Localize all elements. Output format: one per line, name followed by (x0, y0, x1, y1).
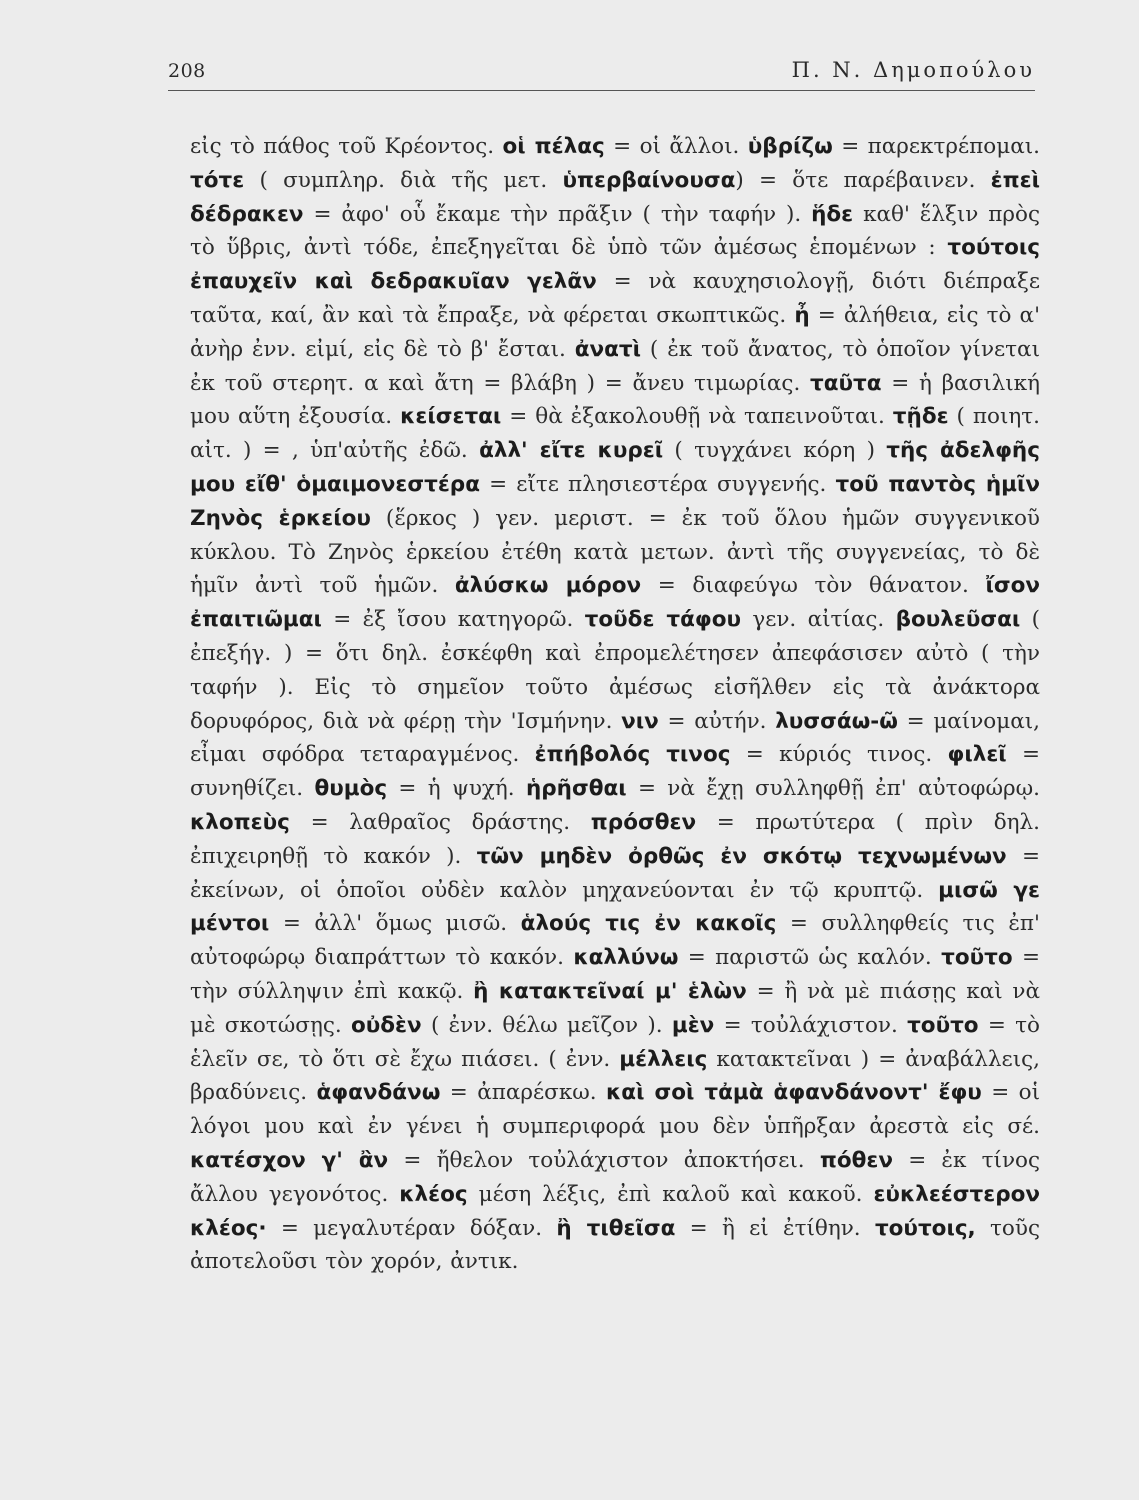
gloss-text: = αὐτήν. (658, 708, 776, 734)
gloss-text: = ἢ νὰ μὲ πιάσῃς καὶ νὰ μὲ σκοτώσῃς. (190, 978, 1041, 1038)
headword: τοῦτο (907, 1012, 979, 1038)
gloss-text: = ἀπαρέσκω. (440, 1080, 607, 1106)
headword: τούτοις ἐπαυχεῖν καὶ δεδρακυῖαν γελᾶν (190, 235, 1040, 295)
gloss-text: = κύριός τινος. (730, 742, 948, 768)
gloss-text: = μεγαλυτέραν δόξαν. (266, 1215, 557, 1241)
headword: νιν (621, 708, 659, 734)
headword: πρόσθεν (590, 809, 697, 835)
headword: τότε (190, 167, 245, 193)
gloss-text: = πρωτύτερα ( πρὶν δηλ. ἐπιχειρηθῇ τὸ κακόν ). (190, 809, 1040, 869)
headword: τῇδε (892, 404, 949, 430)
headword: ἀνατὶ (574, 336, 642, 362)
headword: καλλύνω (573, 945, 679, 971)
headword: ἥδε (811, 201, 854, 227)
headword: τοῦδε τάφου (584, 607, 741, 633)
gloss-text: ( συμπληρ. διὰ τῆς μετ. (244, 167, 563, 193)
gloss-text: = λαθραῖος δράστης. (289, 809, 591, 835)
gloss-text: ( τυγχάνει κόρη ) (663, 438, 887, 464)
gloss-text: = νὰ καυχησιολογῇ, διότι διέπραξε ταῦτα, καί, ἂν καὶ τὰ ἔπραξε, νὰ φέρεται σκωπτικῶς. (190, 269, 1040, 328)
headword: πόθεν (819, 1147, 893, 1173)
gloss-text: ( ἐκ τοῦ ἄνατος, τὸ ὁποῖον γίνεται ἐκ τοῦ στερητ. α καὶ ἄτη = βλάβη ) = ἄνευ τιμωρίας. (190, 336, 1040, 396)
headword: τούτοις, (874, 1215, 976, 1241)
gloss-text: γεν. αἰτίας. (741, 607, 896, 633)
gloss-text: = θὰ ἐξακολουθῇ νὰ ταπεινοῦται. (501, 404, 893, 430)
gloss-text: = τὸ ἑλεῖν σε, τὸ ὅτι σὲ ἔχω πιάσει. ( ἐνν. (190, 1012, 1040, 1072)
gloss-text: = ἢ εἰ ἐτίθην. (675, 1215, 875, 1241)
headword: ὑπερβαίνουσα (562, 167, 736, 193)
headword: μέλλεις (619, 1046, 708, 1072)
headword: κατέσχον γ' ἂν (190, 1147, 389, 1173)
headword: ταῦτα (810, 370, 882, 396)
gloss-text: μέση λέξις, ἐπὶ καλοῦ καὶ κακοῦ. (467, 1181, 874, 1207)
headword: φιλεῖ (947, 742, 1007, 768)
gloss-text: = διαφεύγω τὸν θάνατον. (641, 573, 986, 599)
headword: τοῦ παντὸς ἡμῖν Ζηνὸς ἑρκείου (190, 471, 1040, 531)
headword: ἦ (794, 302, 810, 328)
gloss-text: ( ἐπεξήγ. ) = ὅτι δηλ. ἐσκέφθη καὶ ἐπρομελέτησεν ἀπεφάσισεν αὐτὸ ( τὴν ταφήν ). Εἰς τὸ σημεῖον τοῦτο ἀμέσως εἰσῆλθεν εἰς τὰ ἀνάκτορα δορυφόρος, διὰ νὰ φέρῃ τὴν 'Ισμήνην. (190, 607, 1040, 734)
headword: μὲν (671, 1012, 715, 1038)
gloss-text: = ἐκείνων, οἱ ὁποῖοι οὐδὲν καλὸν μηχανεύονται ἐν τῷ κρυπτῷ. (190, 843, 1040, 903)
headword: ἁφανδάνω (316, 1080, 441, 1106)
headword: ἴσον ἐπαιτιῶμαι (190, 573, 1040, 633)
gloss-text: = μαίνομαι, εἶμαι σφόδρα τεταραγμένος. (190, 708, 1041, 768)
gloss-text: καθ' ἕλξιν πρὸς τὸ ὕβρις, ἀντὶ τόδε, ἐπεξηγεῖται δὲ ὑπὸ τῶν ἀμέσως ἑπομένων : (190, 201, 1040, 261)
headword: καὶ σοὶ τἀμὰ ἁφανδάνοντ' ἔφυ (606, 1080, 982, 1106)
headword: θυμὸς (314, 776, 388, 802)
gloss-text: = συνηθίζει. (190, 742, 1040, 802)
headword: βουλεῦσαι (895, 607, 1021, 633)
gloss-text: = παριστῶ ὡς καλόν. (678, 945, 942, 971)
gloss-text: τοῦς ἀποτελοῦσι τὸν χορόν, ἀντικ. (190, 1215, 1040, 1275)
commentary-text (190, 130, 1040, 1279)
gloss-text: (ἕρκος ) γεν. μεριστ. = ἐκ τοῦ ὅλου ἡμῶν συγγενικοῦ κύκλου. Τὸ Ζηνὸς ἑρκείου ἐτέθη κατὰ μετων. ἀντὶ τῆς συγγενείας, τὸ δὲ ἡμῖν ἀντὶ τοῦ ἡμῶν. (190, 505, 1041, 599)
running-title: Π. Ν. Δημοπούλου (791, 58, 1035, 82)
headword: ἀλλ' εἴτε κυρεῖ (479, 438, 664, 464)
headword: τῆς ἀδελφῆς μου εἴθ' ὁμαιμονεστέρα (190, 438, 1040, 497)
gloss-text: κατακτεῖναι ) = ἀναβάλλεις, βραδύνεις. (190, 1046, 1040, 1106)
gloss-text: = τοὐλάχιστον. (714, 1012, 908, 1038)
headword: οἱ πέλας (502, 134, 605, 159)
page-header (168, 56, 1035, 91)
headword: ἁλούς τις ἐν κακοῖς (520, 911, 777, 937)
page-number: 208 (168, 60, 206, 82)
gloss-text: = ἤθελον τοὐλάχιστον ἀποκτήσει. (388, 1147, 820, 1173)
gloss-text: = ἀλλ' ὅμως μισῶ. (269, 911, 521, 937)
gloss-text: ) = ὅτε παρέβαινεν. (735, 167, 991, 193)
headword: ἢ τιθεῖσα (556, 1215, 676, 1241)
gloss-text: = παρεκτρέπομαι. (832, 134, 1040, 159)
headword: κείσεται (400, 404, 502, 430)
headword: κλέος (399, 1181, 468, 1207)
gloss-text: = οἱ λόγοι μου καὶ ἐν γένει ἡ συμπεριφορά μου δὲν ὑπῆρξαν ἀρεστὰ εἰς σέ. (190, 1080, 1041, 1140)
headword: κλοπεὺς (190, 809, 290, 835)
gloss-text: = εἴτε πλησιεστέρα συγγενής. (479, 471, 836, 497)
gloss-text: = οἱ ἄλλοι. (604, 134, 748, 159)
gloss-text: = τὴν σύλληψιν ἐπὶ κακῷ. (190, 945, 1040, 1004)
gloss-text: = ἡ βασιλική μου αὕτη ἐξουσία. (190, 370, 1041, 430)
headword: ἀλύσκω μόρον (454, 573, 642, 599)
gloss-text: ( ἐνν. θέλω μεῖζον ). (421, 1012, 672, 1038)
gloss-text: εἰς τὸ πάθος τοῦ Κρέοντος. (190, 134, 503, 159)
gloss-text: = ἐκ τίνος ἄλλου γεγονότος. (190, 1147, 1040, 1207)
headword: εὐκλεέστερον κλέος· (190, 1181, 1041, 1241)
headword: λυσσάω-ῶ (775, 708, 898, 734)
headword: ἢ κατακτεῖναί μ' ἑλὼν (473, 978, 747, 1004)
headword: ὑβρίζω (747, 134, 833, 159)
headword: ἡρῆσθαι (525, 776, 627, 802)
headword: ἐπήβολός τινος (534, 742, 731, 768)
headword: μισῶ γε μέντοι (190, 877, 1040, 937)
headword: ἐπεὶ δέδρακεν (190, 167, 1040, 227)
gloss-text: ( ποιητ. αἰτ. ) = , ὑπ'αὐτῆς ἐδῶ. (190, 404, 1040, 464)
headword: οὐδὲν (350, 1012, 422, 1038)
gloss-text: = ἀλήθεια, εἰς τὸ α' ἀνὴρ ἐνν. εἰμί, εἰς δὲ τὸ β' ἔσται. (190, 302, 1040, 362)
gloss-text: = ἀφο' οὗ ἔκαμε τὴν πρᾶξιν ( τὴν ταφήν ). (303, 201, 812, 227)
gloss-text: = ἡ ψυχή. (387, 776, 526, 802)
gloss-text: = νὰ ἔχῃ συλληφθῇ ἐπ' αὐτοφώρῳ. (626, 776, 1040, 802)
gloss-text: = συλληφθείς τις ἐπ' αὐτοφώρῳ διαπράττων τὸ κακόν. (190, 911, 1040, 971)
gloss-text: = ἐξ ἴσου κατηγορῶ. (321, 607, 585, 633)
headword: τῶν μηδὲν ὀρθῶς ἐν σκότῳ τεχνωμένων (476, 843, 1007, 869)
headword: τοῦτο (941, 945, 1013, 971)
